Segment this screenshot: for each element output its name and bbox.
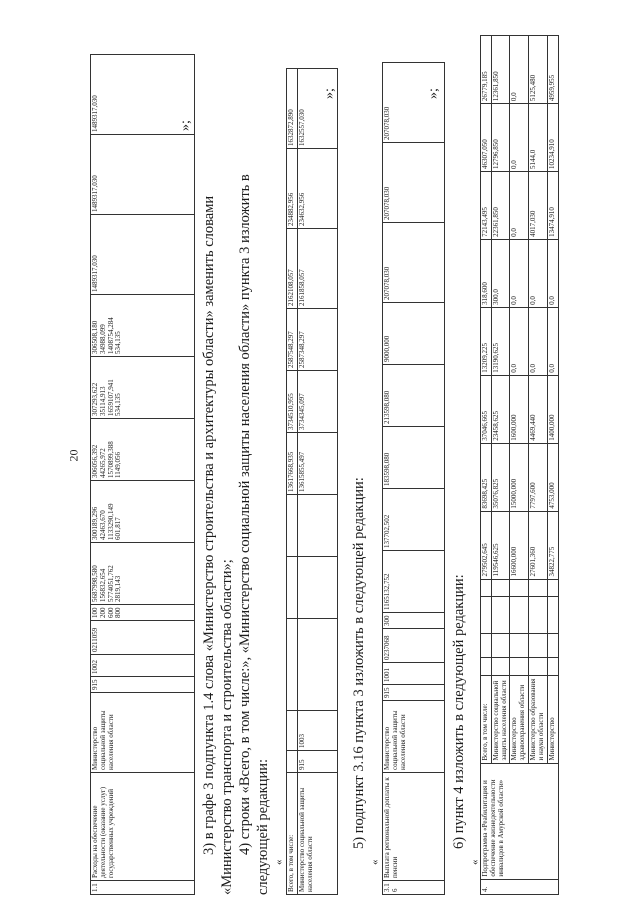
cell-value: 4469,440 xyxy=(529,375,548,443)
page-number: 20 xyxy=(66,449,81,462)
cell-value: 306508,180 34988,099 1408754,284 534,135 xyxy=(91,295,195,357)
cell-value: 306056,392 44265,972 1570899,388 1149,056 xyxy=(91,419,195,481)
row-name: Расходы на обеспечение деятельности (оказание услуг) государственных учреждений xyxy=(91,773,195,881)
cell-value: 1632557,030 xyxy=(297,69,337,149)
cell-value: 13615855,497 xyxy=(297,433,337,495)
cell-value: 207078,030 xyxy=(383,223,445,303)
cell-value: 26779,185 xyxy=(481,36,492,104)
cell-value: 0,0 xyxy=(510,307,529,375)
table-row xyxy=(91,55,195,895)
cell-grbs: 915 xyxy=(297,751,337,773)
cell-value: 234882,956 xyxy=(287,149,298,229)
row-ministry: Министерство социальной защиты населения области xyxy=(91,693,195,773)
cell-value: 12361,850 xyxy=(491,36,510,104)
cell-value: 0,0 xyxy=(547,307,558,375)
cell-value: 0,0 xyxy=(510,172,529,240)
cell-value: 23458,625 xyxy=(491,375,510,443)
cell-value: 3734510,955 xyxy=(287,371,298,433)
cell-value: 137702,502 xyxy=(383,489,445,551)
cell-value: 13617668,935 xyxy=(287,433,298,495)
cell-value: 2587348,297 xyxy=(297,309,337,371)
table-point-3-totals xyxy=(286,68,338,895)
cell-value: 72143,495 xyxy=(481,172,492,240)
row-label: Министерство здравоохранения области xyxy=(510,675,529,763)
cell-value: 0,0 xyxy=(510,36,529,104)
cell-value: 12796,850 xyxy=(491,104,510,172)
row-ministry: Министерство социальной защиты населения области xyxy=(383,701,445,773)
cell-value: 2161858,057 xyxy=(297,229,337,309)
cell-value: 0,0 xyxy=(547,239,558,307)
cell-value: 207078,030 xyxy=(383,143,445,223)
cell-csr: 0237068 xyxy=(383,629,445,663)
paragraph-4-cont: следующей редакции: xyxy=(255,758,271,895)
cell-value: 7797,600 xyxy=(529,443,548,511)
opening-quote: « xyxy=(273,859,285,865)
cell-value: 15000,000 xyxy=(510,443,529,511)
paragraph-4: 4) строки «Всего, в том числе:», «Министерство социальной защиты населения области» пункта 3 изложить в xyxy=(237,174,253,855)
row-label: Всего, в том числе: xyxy=(481,675,492,763)
table-program-1-1 xyxy=(90,54,195,895)
cell-value: 300,0 xyxy=(491,239,510,307)
paragraph-3-cont: «Министерство транспорта и строительства области»; xyxy=(219,559,235,895)
cell-value: 4959,955 xyxy=(547,36,558,104)
closing-quote: »; xyxy=(322,88,337,99)
cell-rzpr: 1001 xyxy=(383,663,445,685)
cell-value: 279502,645 xyxy=(481,511,492,579)
cell-vr: 100 200 600 800 xyxy=(91,605,195,621)
row-label: Министерство социальной защиты населения области xyxy=(297,773,337,895)
cell-value: 3734345,097 xyxy=(297,371,337,433)
cell-value: 0,0 xyxy=(529,307,548,375)
row-name: Подпрограмма «Реабилитация и обеспечение жизнедеятельности инвалидов в Амурской области» xyxy=(481,763,559,879)
cell-value: 1489317,030 xyxy=(91,215,195,295)
cell-grbs: 915 xyxy=(91,677,195,693)
cell-value: 5687998,580 156832,654 5774051,762 2819,143 xyxy=(91,543,195,605)
cell-value: 16600,000 xyxy=(510,511,529,579)
cell-csr: 0211059 xyxy=(91,621,195,655)
cell-value: 1632872,890 xyxy=(287,69,298,149)
cell-value: 1165132,752 xyxy=(383,551,445,613)
cell-value: 5125,480 xyxy=(529,36,548,104)
cell-value: 10234,910 xyxy=(547,104,558,172)
cell-value: 1600,000 xyxy=(510,375,529,443)
cell-value: 34822,775 xyxy=(547,511,558,579)
cell-vr: 300 xyxy=(383,613,445,629)
row-number: 4. xyxy=(481,879,559,894)
opening-quote: « xyxy=(369,859,381,865)
cell-value: 13209,225 xyxy=(481,307,492,375)
cell-value: 0,0 xyxy=(510,239,529,307)
cell-value: 9000,000 xyxy=(383,303,445,365)
cell-value: 27601,360 xyxy=(529,511,548,579)
table-row xyxy=(481,36,492,895)
cell-value: 2587548,297 xyxy=(287,309,298,371)
cell-grbs: 915 xyxy=(383,685,445,701)
cell-value: 1400,000 xyxy=(547,375,558,443)
cell-value: 0,0 xyxy=(529,239,548,307)
cell-value: 300189,296 42463,670 1133290,149 601,817 xyxy=(91,481,195,543)
row-name: Выплата региональной доплаты к пенсии xyxy=(383,773,445,881)
table-row xyxy=(287,69,298,895)
cell-value: 183598,080 xyxy=(383,427,445,489)
cell-value: 1489317,030 xyxy=(91,135,195,215)
cell-value: 307293,622 35114,913 1659107,941 534,135 xyxy=(91,357,195,419)
cell-value: 13190,625 xyxy=(491,307,510,375)
row-label: Министерство образования и науки области xyxy=(529,675,548,763)
cell-value: 0,0 xyxy=(510,104,529,172)
paragraph-6: 6) пункт 4 изложить в следующей редакции: xyxy=(451,574,467,849)
closing-quote: »; xyxy=(426,88,441,99)
row-number: 3.16 xyxy=(383,881,445,895)
paragraph-5: 5) подпункт 3.16 пункта 3 изложить в следующей редакции: xyxy=(351,477,367,849)
table-row xyxy=(297,69,337,895)
cell-value: 213598,080 xyxy=(383,365,445,427)
paragraph-3: 3) в графе 3 подпункта 1.4 слова «Министерство строительства и архитектуры области» заменить словами xyxy=(201,195,217,855)
cell-rzpr: 1003 xyxy=(297,711,337,751)
cell-value: 37046,665 xyxy=(481,375,492,443)
cell-value: 4017,030 xyxy=(529,172,548,240)
cell-value: 234632,956 xyxy=(297,149,337,229)
cell-value: 5144,0 xyxy=(529,104,548,172)
table-row xyxy=(383,63,445,895)
cell-value: 318,600 xyxy=(481,239,492,307)
cell-value: 13474,910 xyxy=(547,172,558,240)
cell-value: 1489317,030 xyxy=(91,55,195,135)
cell-value: 83698,425 xyxy=(481,443,492,511)
cell-value: 22361,850 xyxy=(491,172,510,240)
row-label: Министерство социальной защиты населения области xyxy=(491,675,510,763)
row-label: Всего, в том числе: xyxy=(287,773,298,895)
row-label: Министерство xyxy=(547,675,558,763)
cell-value: 4753,000 xyxy=(547,443,558,511)
row-number: 1.1 xyxy=(91,881,195,895)
cell-value: 207078,030 xyxy=(383,63,445,143)
cell-value: 119546,625 xyxy=(491,511,510,579)
table-subpoint-3-16 xyxy=(382,62,445,895)
cell-rzpr: 1002 xyxy=(91,655,195,677)
rotated-content xyxy=(90,35,556,895)
cell-value: 2162108,057 xyxy=(287,229,298,309)
cell-value: 35076,825 xyxy=(491,443,510,511)
closing-quote: »; xyxy=(178,120,193,131)
table-point-4 xyxy=(480,35,559,895)
cell-value: 46307,050 xyxy=(481,104,492,172)
opening-quote: « xyxy=(469,859,481,865)
